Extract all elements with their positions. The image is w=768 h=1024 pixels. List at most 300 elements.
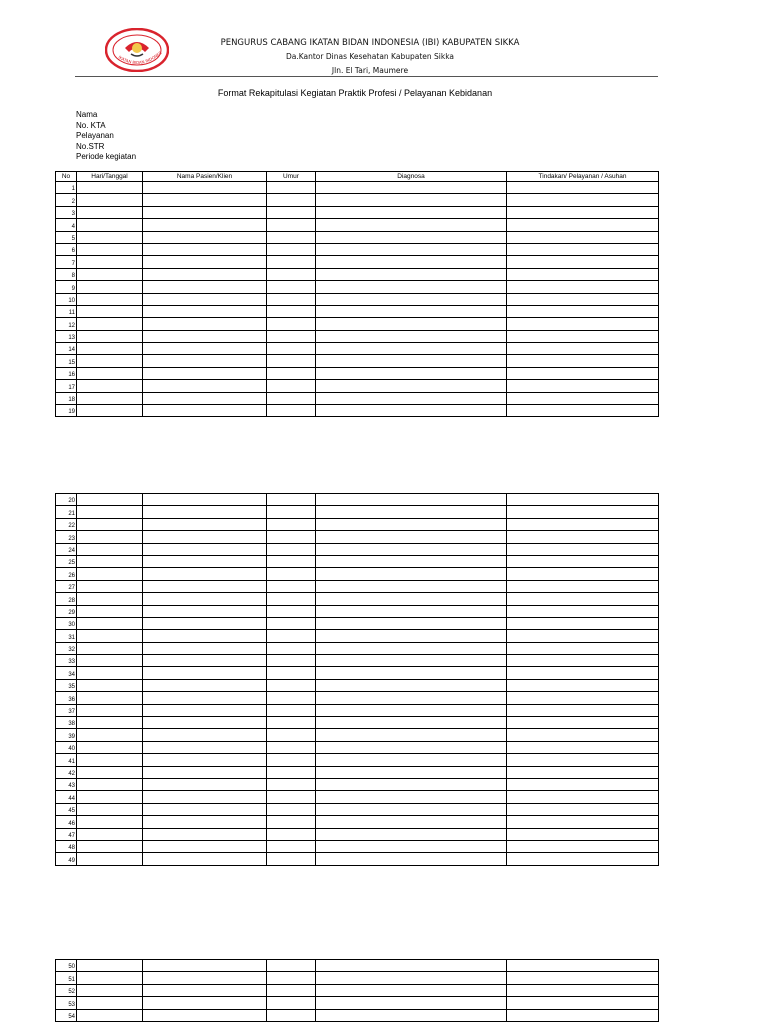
row-number: 53 [56,997,77,1009]
action-cell[interactable] [507,506,659,518]
patient-cell[interactable] [143,256,267,268]
table-row [56,754,659,766]
row-number: 17 [56,380,77,392]
diagnosis-cell[interactable] [316,803,507,815]
age-cell[interactable] [267,568,316,580]
table-row [56,984,659,996]
date-cell[interactable] [77,766,143,778]
age-cell[interactable] [267,405,316,417]
age-cell[interactable] [267,281,316,293]
diagnosis-cell[interactable] [316,1009,507,1021]
date-cell[interactable] [77,405,143,417]
diagnosis-cell[interactable] [316,717,507,729]
patient-cell[interactable] [143,405,267,417]
patient-cell[interactable] [143,816,267,828]
row-number: 16 [56,367,77,379]
action-cell[interactable] [507,630,659,642]
patient-cell[interactable] [143,305,267,317]
date-cell[interactable] [77,655,143,667]
table-row [56,778,659,790]
date-cell[interactable] [77,318,143,330]
action-cell[interactable] [507,256,659,268]
diagnosis-cell[interactable] [316,778,507,790]
age-cell[interactable] [267,655,316,667]
date-cell[interactable] [77,343,143,355]
patient-cell[interactable] [143,330,267,342]
action-cell[interactable] [507,330,659,342]
action-cell[interactable] [507,380,659,392]
row-number: 43 [56,778,77,790]
date-cell[interactable] [77,960,143,972]
table-row [56,667,659,679]
action-cell[interactable] [507,704,659,716]
diagnosis-cell[interactable] [316,642,507,654]
date-cell[interactable] [77,617,143,629]
patient-cell[interactable] [143,828,267,840]
action-cell[interactable] [507,355,659,367]
row-number: 23 [56,531,77,543]
document-title: Format Rekapitulasi Kegiatan Praktik Profesi / Pelayanan Kebidanan [217,88,493,98]
action-cell[interactable] [507,617,659,629]
age-cell[interactable] [267,960,316,972]
date-cell[interactable] [77,816,143,828]
patient-cell[interactable] [143,380,267,392]
action-cell[interactable] [507,543,659,555]
action-cell[interactable] [507,518,659,530]
row-number: 45 [56,803,77,815]
date-cell[interactable] [77,692,143,704]
action-cell[interactable] [507,219,659,231]
action-cell[interactable] [507,206,659,218]
col-no: No [56,172,77,182]
patient-cell[interactable] [143,555,267,567]
age-cell[interactable] [267,268,316,280]
age-cell[interactable] [267,717,316,729]
date-cell[interactable] [77,293,143,305]
date-cell[interactable] [77,704,143,716]
action-cell[interactable] [507,766,659,778]
row-number: 8 [56,268,77,280]
diagnosis-cell[interactable] [316,828,507,840]
age-cell[interactable] [267,840,316,852]
date-cell[interactable] [77,243,143,255]
action-cell[interactable] [507,343,659,355]
diagnosis-cell[interactable] [316,405,507,417]
age-cell[interactable] [267,367,316,379]
action-cell[interactable] [507,791,659,803]
action-cell[interactable] [507,828,659,840]
date-cell[interactable] [77,182,143,194]
date-cell[interactable] [77,984,143,996]
action-cell[interactable] [507,494,659,506]
date-cell[interactable] [77,593,143,605]
patient-cell[interactable] [143,506,267,518]
age-cell[interactable] [267,305,316,317]
action-cell[interactable] [507,281,659,293]
date-cell[interactable] [77,741,143,753]
table-row [56,766,659,778]
action-cell[interactable] [507,778,659,790]
field-kta: No. KTA [76,120,106,130]
age-cell[interactable] [267,984,316,996]
table-row [56,840,659,852]
action-cell[interactable] [507,816,659,828]
diagnosis-cell[interactable] [316,543,507,555]
date-cell[interactable] [77,972,143,984]
diagnosis-cell[interactable] [316,729,507,741]
diagnosis-cell[interactable] [316,318,507,330]
patient-cell[interactable] [143,268,267,280]
patient-cell[interactable] [143,679,267,691]
age-cell[interactable] [267,392,316,404]
action-cell[interactable] [507,667,659,679]
diagnosis-cell[interactable] [316,617,507,629]
diagnosis-cell[interactable] [316,231,507,243]
age-cell[interactable] [267,972,316,984]
header-divider [75,76,658,77]
patient-cell[interactable] [143,741,267,753]
patient-cell[interactable] [143,593,267,605]
patient-cell[interactable] [143,778,267,790]
date-cell[interactable] [77,568,143,580]
diagnosis-cell[interactable] [316,206,507,218]
action-cell[interactable] [507,679,659,691]
date-cell[interactable] [77,840,143,852]
diagnosis-cell[interactable] [316,281,507,293]
col-patient: Nama Pasien/Klien [143,172,267,182]
date-cell[interactable] [77,518,143,530]
table-row [56,816,659,828]
action-cell[interactable] [507,580,659,592]
diagnosis-cell[interactable] [316,343,507,355]
age-cell[interactable] [267,355,316,367]
diagnosis-cell[interactable] [316,593,507,605]
age-cell[interactable] [267,1009,316,1021]
age-cell[interactable] [267,506,316,518]
date-cell[interactable] [77,997,143,1009]
patient-cell[interactable] [143,766,267,778]
age-cell[interactable] [267,494,316,506]
patient-cell[interactable] [143,1009,267,1021]
action-cell[interactable] [507,960,659,972]
diagnosis-cell[interactable] [316,243,507,255]
date-cell[interactable] [77,392,143,404]
patient-cell[interactable] [143,642,267,654]
date-cell[interactable] [77,828,143,840]
logo-text: IKATAN BIDAN INDONES [117,50,163,66]
patient-cell[interactable] [143,231,267,243]
age-cell[interactable] [267,318,316,330]
age-cell[interactable] [267,330,316,342]
table-row [56,281,659,293]
age-cell[interactable] [267,293,316,305]
diagnosis-cell[interactable] [316,355,507,367]
date-cell[interactable] [77,219,143,231]
date-cell[interactable] [77,256,143,268]
patient-cell[interactable] [143,717,267,729]
age-cell[interactable] [267,243,316,255]
date-cell[interactable] [77,791,143,803]
diagnosis-cell[interactable] [316,984,507,996]
age-cell[interactable] [267,343,316,355]
action-cell[interactable] [507,568,659,580]
date-cell[interactable] [77,729,143,741]
patient-cell[interactable] [143,704,267,716]
diagnosis-cell[interactable] [316,194,507,206]
patient-cell[interactable] [143,355,267,367]
date-cell[interactable] [77,194,143,206]
patient-cell[interactable] [143,853,267,865]
diagnosis-cell[interactable] [316,219,507,231]
patient-cell[interactable] [143,729,267,741]
table-row [56,243,659,255]
age-cell[interactable] [267,182,316,194]
row-number: 9 [56,281,77,293]
patient-cell[interactable] [143,960,267,972]
age-cell[interactable] [267,256,316,268]
action-cell[interactable] [507,531,659,543]
date-cell[interactable] [77,380,143,392]
action-cell[interactable] [507,729,659,741]
patient-cell[interactable] [143,543,267,555]
date-cell[interactable] [77,506,143,518]
action-cell[interactable] [507,305,659,317]
date-cell[interactable] [77,667,143,679]
diagnosis-cell[interactable] [316,692,507,704]
patient-cell[interactable] [143,605,267,617]
patient-cell[interactable] [143,182,267,194]
age-cell[interactable] [267,617,316,629]
action-cell[interactable] [507,997,659,1009]
age-cell[interactable] [267,741,316,753]
action-cell[interactable] [507,593,659,605]
diagnosis-cell[interactable] [316,960,507,972]
patient-cell[interactable] [143,840,267,852]
date-cell[interactable] [77,803,143,815]
table-row [56,555,659,567]
age-cell[interactable] [267,605,316,617]
row-number: 34 [56,667,77,679]
date-cell[interactable] [77,281,143,293]
diagnosis-cell[interactable] [316,679,507,691]
date-cell[interactable] [77,543,143,555]
diagnosis-cell[interactable] [316,655,507,667]
action-cell[interactable] [507,984,659,996]
action-cell[interactable] [507,655,659,667]
date-cell[interactable] [77,853,143,865]
row-number: 2 [56,194,77,206]
patient-cell[interactable] [143,803,267,815]
diagnosis-cell[interactable] [316,305,507,317]
age-cell[interactable] [267,642,316,654]
diagnosis-cell[interactable] [316,853,507,865]
date-cell[interactable] [77,494,143,506]
diagnosis-cell[interactable] [316,754,507,766]
action-cell[interactable] [507,754,659,766]
date-cell[interactable] [77,679,143,691]
date-cell[interactable] [77,305,143,317]
age-cell[interactable] [267,219,316,231]
patient-cell[interactable] [143,243,267,255]
action-cell[interactable] [507,293,659,305]
diagnosis-cell[interactable] [316,380,507,392]
date-cell[interactable] [77,754,143,766]
diagnosis-cell[interactable] [316,605,507,617]
diagnosis-cell[interactable] [316,568,507,580]
age-cell[interactable] [267,853,316,865]
date-cell[interactable] [77,630,143,642]
action-cell[interactable] [507,717,659,729]
diagnosis-cell[interactable] [316,667,507,679]
action-cell[interactable] [507,605,659,617]
diagnosis-cell[interactable] [316,392,507,404]
date-cell[interactable] [77,367,143,379]
date-cell[interactable] [77,642,143,654]
action-cell[interactable] [507,840,659,852]
action-cell[interactable] [507,853,659,865]
patient-cell[interactable] [143,667,267,679]
age-cell[interactable] [267,206,316,218]
patient-cell[interactable] [143,392,267,404]
patient-cell[interactable] [143,655,267,667]
patient-cell[interactable] [143,791,267,803]
diagnosis-cell[interactable] [316,256,507,268]
diagnosis-cell[interactable] [316,555,507,567]
diagnosis-cell[interactable] [316,816,507,828]
patient-cell[interactable] [143,630,267,642]
age-cell[interactable] [267,692,316,704]
table-row [56,1009,659,1021]
patient-cell[interactable] [143,984,267,996]
age-cell[interactable] [267,194,316,206]
date-cell[interactable] [77,231,143,243]
patient-cell[interactable] [143,318,267,330]
age-cell[interactable] [267,766,316,778]
action-cell[interactable] [507,692,659,704]
age-cell[interactable] [267,555,316,567]
diagnosis-cell[interactable] [316,704,507,716]
action-cell[interactable] [507,182,659,194]
age-cell[interactable] [267,380,316,392]
diagnosis-cell[interactable] [316,791,507,803]
action-cell[interactable] [507,231,659,243]
action-cell[interactable] [507,405,659,417]
diagnosis-cell[interactable] [316,268,507,280]
age-cell[interactable] [267,231,316,243]
patient-cell[interactable] [143,580,267,592]
action-cell[interactable] [507,972,659,984]
age-cell[interactable] [267,679,316,691]
action-cell[interactable] [507,194,659,206]
date-cell[interactable] [77,268,143,280]
age-cell[interactable] [267,997,316,1009]
patient-cell[interactable] [143,494,267,506]
patient-cell[interactable] [143,343,267,355]
age-cell[interactable] [267,816,316,828]
patient-cell[interactable] [143,997,267,1009]
date-cell[interactable] [77,580,143,592]
age-cell[interactable] [267,791,316,803]
date-cell[interactable] [77,355,143,367]
date-cell[interactable] [77,717,143,729]
diagnosis-cell[interactable] [316,293,507,305]
action-cell[interactable] [507,1009,659,1021]
table-row [56,791,659,803]
action-cell[interactable] [507,392,659,404]
date-cell[interactable] [77,555,143,567]
action-cell[interactable] [507,803,659,815]
age-cell[interactable] [267,667,316,679]
date-cell[interactable] [77,605,143,617]
age-cell[interactable] [267,828,316,840]
diagnosis-cell[interactable] [316,630,507,642]
action-cell[interactable] [507,367,659,379]
diagnosis-cell[interactable] [316,367,507,379]
date-cell[interactable] [77,206,143,218]
patient-cell[interactable] [143,531,267,543]
patient-cell[interactable] [143,281,267,293]
patient-cell[interactable] [143,518,267,530]
patient-cell[interactable] [143,754,267,766]
diagnosis-cell[interactable] [316,531,507,543]
age-cell[interactable] [267,531,316,543]
diagnosis-cell[interactable] [316,766,507,778]
table-row [56,392,659,404]
age-cell[interactable] [267,754,316,766]
age-cell[interactable] [267,803,316,815]
date-cell[interactable] [77,531,143,543]
patient-cell[interactable] [143,617,267,629]
diagnosis-cell[interactable] [316,741,507,753]
age-cell[interactable] [267,543,316,555]
patient-cell[interactable] [143,972,267,984]
age-cell[interactable] [267,729,316,741]
diagnosis-cell[interactable] [316,840,507,852]
diagnosis-cell[interactable] [316,972,507,984]
date-cell[interactable] [77,1009,143,1021]
diagnosis-cell[interactable] [316,518,507,530]
action-cell[interactable] [507,318,659,330]
age-cell[interactable] [267,518,316,530]
diagnosis-cell[interactable] [316,997,507,1009]
action-cell[interactable] [507,555,659,567]
patient-cell[interactable] [143,219,267,231]
age-cell[interactable] [267,704,316,716]
age-cell[interactable] [267,630,316,642]
diagnosis-cell[interactable] [316,580,507,592]
action-cell[interactable] [507,741,659,753]
patient-cell[interactable] [143,293,267,305]
diagnosis-cell[interactable] [316,330,507,342]
action-cell[interactable] [507,268,659,280]
patient-cell[interactable] [143,568,267,580]
date-cell[interactable] [77,778,143,790]
date-cell[interactable] [77,330,143,342]
patient-cell[interactable] [143,367,267,379]
diagnosis-cell[interactable] [316,494,507,506]
diagnosis-cell[interactable] [316,182,507,194]
action-cell[interactable] [507,243,659,255]
action-cell[interactable] [507,642,659,654]
col-diagnosis: Diagnosa [316,172,507,182]
patient-cell[interactable] [143,194,267,206]
age-cell[interactable] [267,593,316,605]
patient-cell[interactable] [143,206,267,218]
age-cell[interactable] [267,778,316,790]
age-cell[interactable] [267,580,316,592]
patient-cell[interactable] [143,692,267,704]
diagnosis-cell[interactable] [316,506,507,518]
